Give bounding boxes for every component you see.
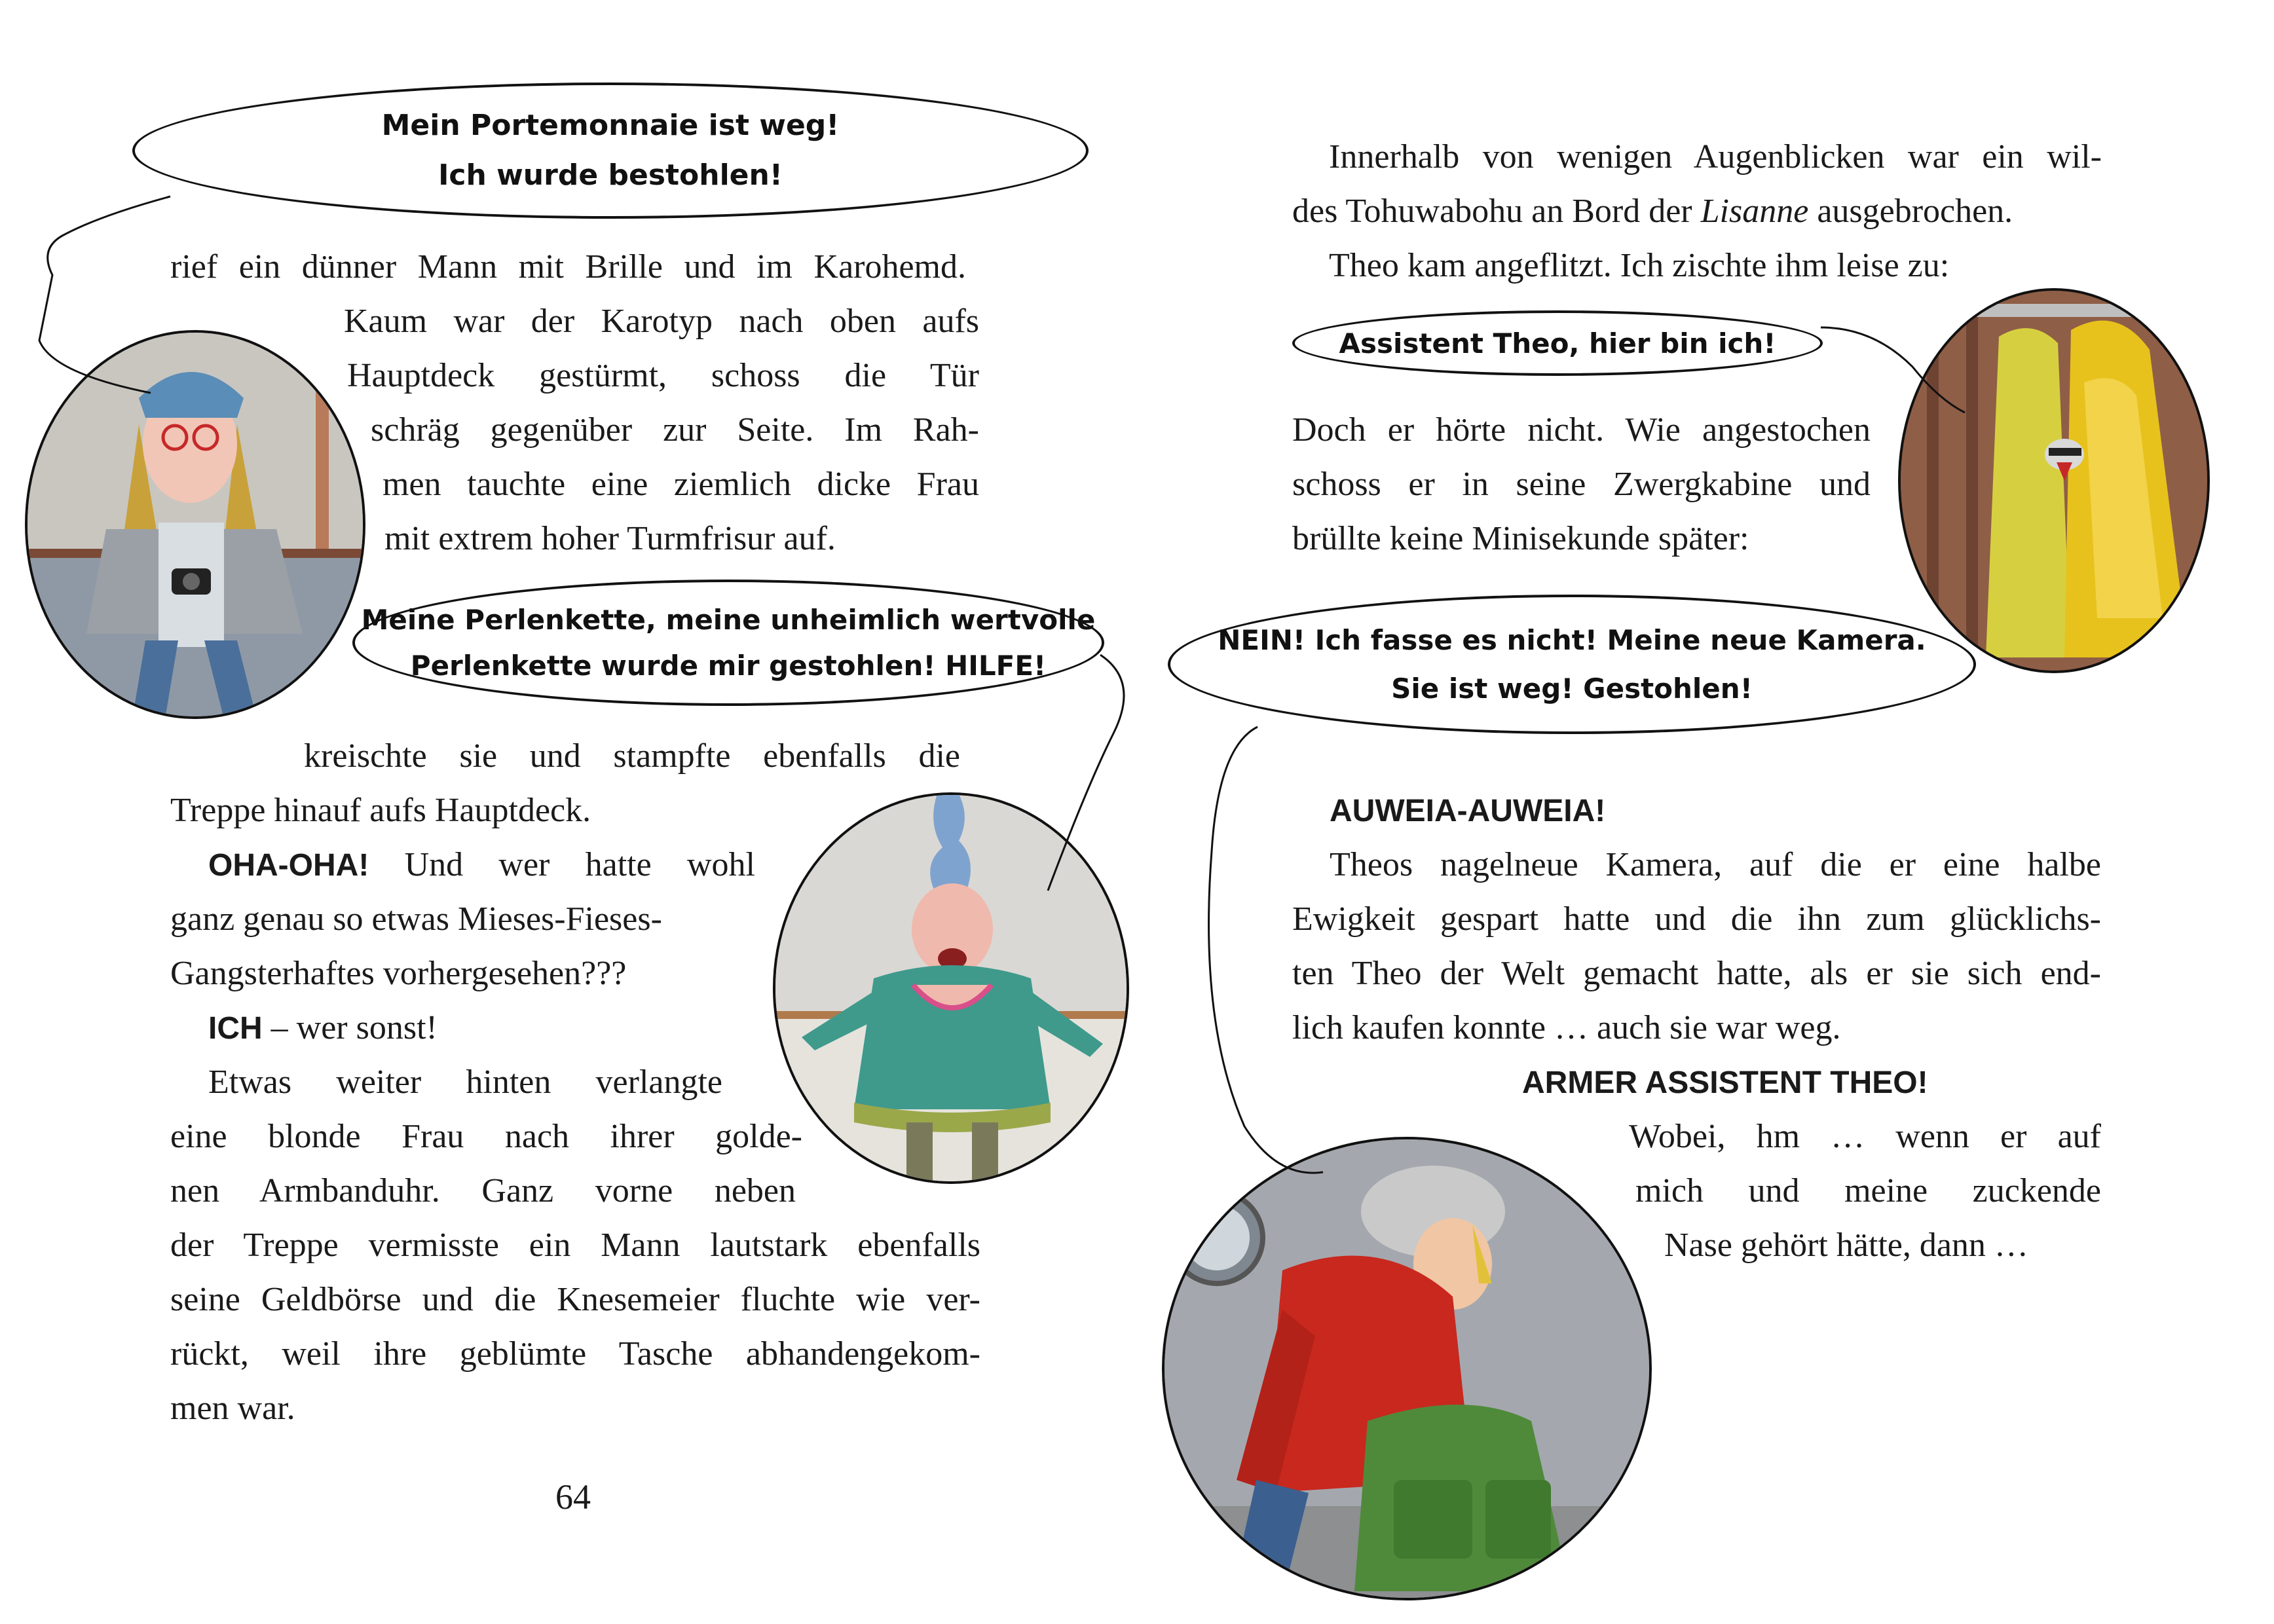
paragraph-line: brüllte keine Minisekunde später:: [1292, 520, 1749, 557]
paragraph-line: men war.: [170, 1390, 295, 1427]
paragraph-line: eine blonde Frau nach ihrer golde-: [170, 1118, 802, 1155]
paragraph-line: Innerhalb von wenigen Augenblicken war ein wil-: [1329, 138, 2102, 175]
raincoat-drawing: [1901, 291, 2207, 671]
bubble-line: Ich wurde bestohlen!: [438, 158, 783, 192]
paragraph-line: [1330, 783, 1605, 838]
paragraph-line: mich und meine zuckende: [1635, 1172, 2101, 1209]
bubble-line: Meine Perlenkette, meine unheimlich wertvolle: [361, 603, 1096, 636]
ship-name: Lisanne: [1700, 193, 1809, 230]
paragraph-line: Theo kam angeflitzt. Ich zischte ihm leise zu:: [1329, 247, 1950, 284]
paragraph-line: Ewigkeit gespart hatte und die ihn zum glücklichs-: [1292, 900, 2101, 938]
paragraph-line: Kaum war der Karotyp nach oben aufs: [344, 303, 979, 340]
right-page: [1137, 0, 2274, 1624]
paragraph-line: Theos nagelneue Kamera, auf die er eine halbe: [1330, 846, 2101, 883]
thin-man-drawing: [28, 333, 363, 716]
page-number: 64: [555, 1477, 591, 1517]
paragraph-line: mit extrem hoher Turmfrisur auf.: [384, 520, 836, 557]
text-fragment: ausgebrochen.: [1808, 193, 2013, 230]
bubble-line: Assistent Theo, hier bin ich!: [1339, 327, 1776, 360]
paragraph-line: nen Armbanduhr. Ganz vorne neben: [170, 1172, 796, 1209]
paragraph-line: [1292, 184, 2013, 238]
exclamation-oha: OHA-OHA!: [208, 848, 369, 883]
mouse-raincoat-illustration: [1898, 288, 2210, 673]
exclamation-armer: ARMER ASSISTENT THEO!: [1522, 1065, 1928, 1100]
paragraph-line: Treppe hinauf aufs Hauptdeck.: [170, 792, 591, 829]
paragraph-line: ten Theo der Welt gemacht hatte, als er sie sich end-: [1292, 955, 2101, 992]
paragraph-line: Gangsterhaftes vorhergesehen???: [170, 955, 627, 992]
bubble-line: Sie ist weg! Gestohlen!: [1391, 672, 1753, 705]
exclamation-ich: ICH: [208, 1011, 263, 1046]
exclamation-auweia: AUWEIA-AUWEIA!: [1330, 794, 1606, 828]
bubble-line: NEIN! Ich fasse es nicht! Meine neue Kamera.: [1218, 623, 1926, 656]
paragraph-line: Hauptdeck gestürmt, schoss die Tür: [347, 357, 979, 394]
paragraph-line: men tauchte eine ziemlich dicke Frau: [382, 466, 979, 503]
paragraph-line: Doch er hörte nicht. Wie angestochen: [1292, 411, 1871, 449]
paragraph-line: Nase gehört hätte, dann …: [1664, 1227, 2028, 1264]
paragraph-line: schräg gegenüber zur Seite. Im Rah-: [371, 411, 979, 449]
paragraph-line: Wobei, hm … wenn er auf: [1629, 1118, 2101, 1155]
speech-bubble-camera: [1168, 595, 1976, 734]
paragraph-line: schoss er in seine Zwergkabine und: [1292, 466, 1871, 503]
paragraph-line: [208, 1001, 438, 1056]
theo-drawing: [1165, 1139, 1649, 1598]
bubble-line: Perlenkette wurde mir gestohlen! HILFE!: [410, 649, 1047, 682]
paragraph-line: rief ein dünner Mann mit Brille und im Karohemd.: [170, 248, 966, 286]
theo-illustration: [1162, 1137, 1652, 1600]
paragraph-line: [1522, 1055, 1928, 1110]
paragraph-line: der Treppe vermisste ein Mann lautstark ebenfalls: [170, 1227, 980, 1264]
bubble-line: Mein Portemonnaie ist weg!: [381, 109, 840, 142]
text-fragment: des Tohuwabohu an Bord der: [1292, 193, 1701, 230]
text-fragment: Und wer hatte wohl: [369, 846, 755, 883]
speech-bubble-theo: [1292, 310, 1823, 376]
woman-drawing: [775, 795, 1127, 1181]
paragraph-line: [208, 838, 755, 893]
paragraph-line: ganz genau so etwas Mieses-Fieses-: [170, 900, 662, 938]
thin-man-illustration: [25, 330, 365, 719]
paragraph-line: lich kaufen konnte … auch sie war weg.: [1292, 1009, 1841, 1046]
paragraph-line: rückt, weil ihre geblümte Tasche abhandengekom-: [170, 1335, 980, 1373]
text-fragment: – wer sonst!: [262, 1009, 438, 1046]
paragraph-line: seine Geldbörse und die Knesemeier fluchte wie ver-: [170, 1281, 980, 1318]
speech-bubble-necklace: [352, 580, 1104, 706]
paragraph-line: kreischte sie und stampfte ebenfalls die: [304, 737, 960, 775]
paragraph-line: Etwas weiter hinten verlangte: [208, 1063, 722, 1101]
woman-illustration: [773, 792, 1129, 1184]
speech-bubble-wallet: [132, 83, 1089, 219]
